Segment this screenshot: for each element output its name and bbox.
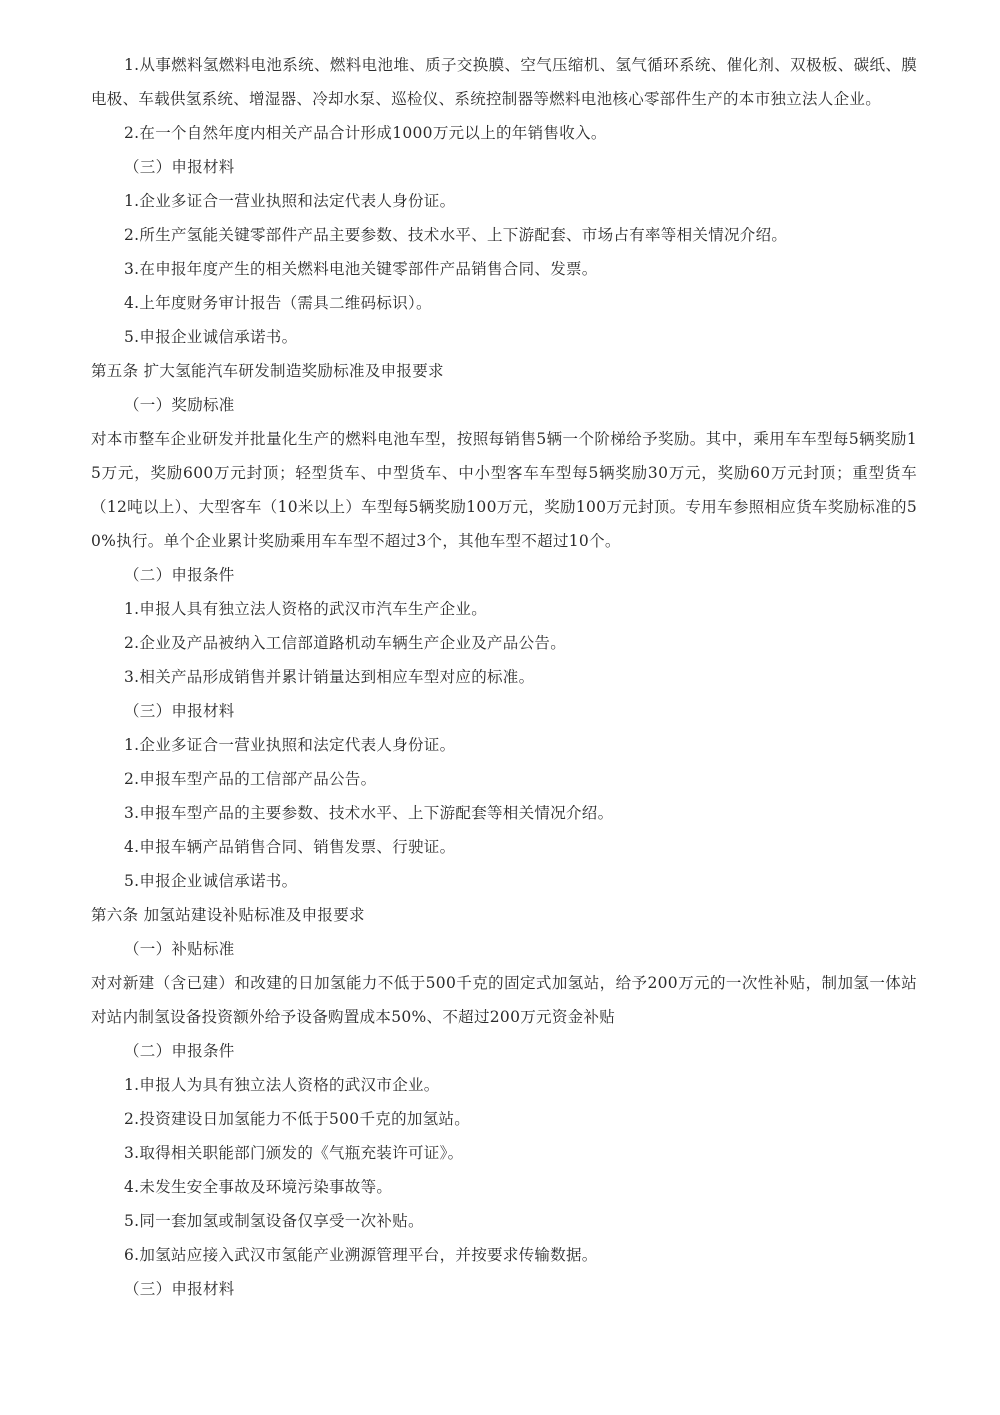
heading-reward-standard: （一）奖励标准 bbox=[124, 396, 235, 414]
paragraph-annual-sales-requirement: 2.在一个自然年度内相关产品合计形成1000万元以上的年销售收入。 bbox=[124, 124, 607, 142]
paragraph-business-license: 1.企业多证合一营业执照和法定代表人身份证。 bbox=[124, 192, 456, 210]
heading-application-materials: （三）申报材料 bbox=[124, 1280, 235, 1298]
paragraph-sales-standard: 3.相关产品形成销售并累计销量达到相应车型对应的标准。 bbox=[124, 668, 535, 686]
paragraph-traceability-platform: 6.加氢站应接入武汉市氢能产业溯源管理平台，并按要求传输数据。 bbox=[124, 1246, 598, 1264]
paragraph-vehicle-sales-docs: 4.申报车辆产品销售合同、销售发票、行驶证。 bbox=[124, 838, 456, 856]
paragraph-audit-report: 4.上年度财务审计报告（需具二维码标识）。 bbox=[124, 294, 432, 312]
paragraph-integrity-pledge: 5.申报企业诚信承诺书。 bbox=[124, 328, 298, 346]
article-five-title: 第五条 扩大氢能汽车研发制造奖励标准及申报要求 bbox=[91, 362, 444, 380]
heading-application-conditions: （二）申报条件 bbox=[124, 566, 235, 584]
paragraph-integrity-pledge: 5.申报企业诚信承诺书。 bbox=[124, 872, 298, 890]
heading-subsidy-standard: （一）补贴标准 bbox=[124, 940, 235, 958]
paragraph-wuhan-enterprise: 1.申报人为具有独立法人资格的武汉市企业。 bbox=[124, 1076, 440, 1094]
paragraph-product-introduction: 2.所生产氢能关键零部件产品主要参数、技术水平、上下游配套、市场占有率等相关情况介绍。 bbox=[124, 226, 788, 244]
paragraph-station-subsidy-details: 对对新建（含已建）和改建的日加氢能力不低于500千克的固定式加氢站，给予200万元的一次性补贴，制加氢一体站对站内制氢设备投资额外给予设备购置成本50%、不超过200万元资金补贴 bbox=[91, 974, 917, 1026]
paragraph-vehicle-reward-details: 对本市整车企业研发并批量化生产的燃料电池车型，按照每销售5辆一个阶梯给予奖励。其中，乘用车车型每5辆奖励15万元，奖励600万元封顶；轻型货车、中型货车、中小型客车车型每5辆奖励30万元，奖励60万元封顶；重型货车（12吨以上）、大型客车（10米以上）车型每5辆奖励100万元，奖励100万元封顶。专用车参照相应货车奖励标准的50%执行。单个企业累计奖励乘用车车型不超过3个，其他车型不超过10个。 bbox=[91, 430, 917, 550]
paragraph-single-subsidy: 5.同一套加氢或制氢设备仅享受一次补贴。 bbox=[124, 1212, 424, 1230]
paragraph-miit-announcement: 2.申报车型产品的工信部产品公告。 bbox=[124, 770, 377, 788]
paragraph-vehicle-parameters: 3.申报车型产品的主要参数、技术水平、上下游配套等相关情况介绍。 bbox=[124, 804, 614, 822]
paragraph-station-capacity: 2.投资建设日加氢能力不低于500千克的加氢站。 bbox=[124, 1110, 471, 1128]
heading-application-materials: （三）申报材料 bbox=[124, 702, 235, 720]
paragraph-parts-manufacturer-scope: 1.从事燃料氢燃料电池系统、燃料电池堆、质子交换膜、空气压缩机、氢气循环系统、催化剂、双极板、碳纸、膜电极、车载供氢系统、增湿器、冷却水泵、巡检仪、系统控制器等燃料电池核心零部件生产的本市独立法人企业。 bbox=[91, 56, 917, 108]
paragraph-miit-catalog: 2.企业及产品被纳入工信部道路机动车辆生产企业及产品公告。 bbox=[124, 634, 566, 652]
document-page bbox=[91, 48, 917, 1306]
paragraph-sales-contracts: 3.在申报年度产生的相关燃料电池关键零部件产品销售合同、发票。 bbox=[124, 260, 598, 278]
heading-application-conditions: （二）申报条件 bbox=[124, 1042, 235, 1060]
heading-application-materials: （三）申报材料 bbox=[124, 158, 235, 176]
paragraph-business-license: 1.企业多证合一营业执照和法定代表人身份证。 bbox=[124, 736, 456, 754]
paragraph-vehicle-manufacturer: 1.申报人具有独立法人资格的武汉市汽车生产企业。 bbox=[124, 600, 487, 618]
article-six-title: 第六条 加氢站建设补贴标准及申报要求 bbox=[91, 906, 365, 924]
paragraph-no-accidents: 4.未发生安全事故及环境污染事故等。 bbox=[124, 1178, 393, 1196]
paragraph-filling-license: 3.取得相关职能部门颁发的《气瓶充装许可证》。 bbox=[124, 1144, 464, 1162]
